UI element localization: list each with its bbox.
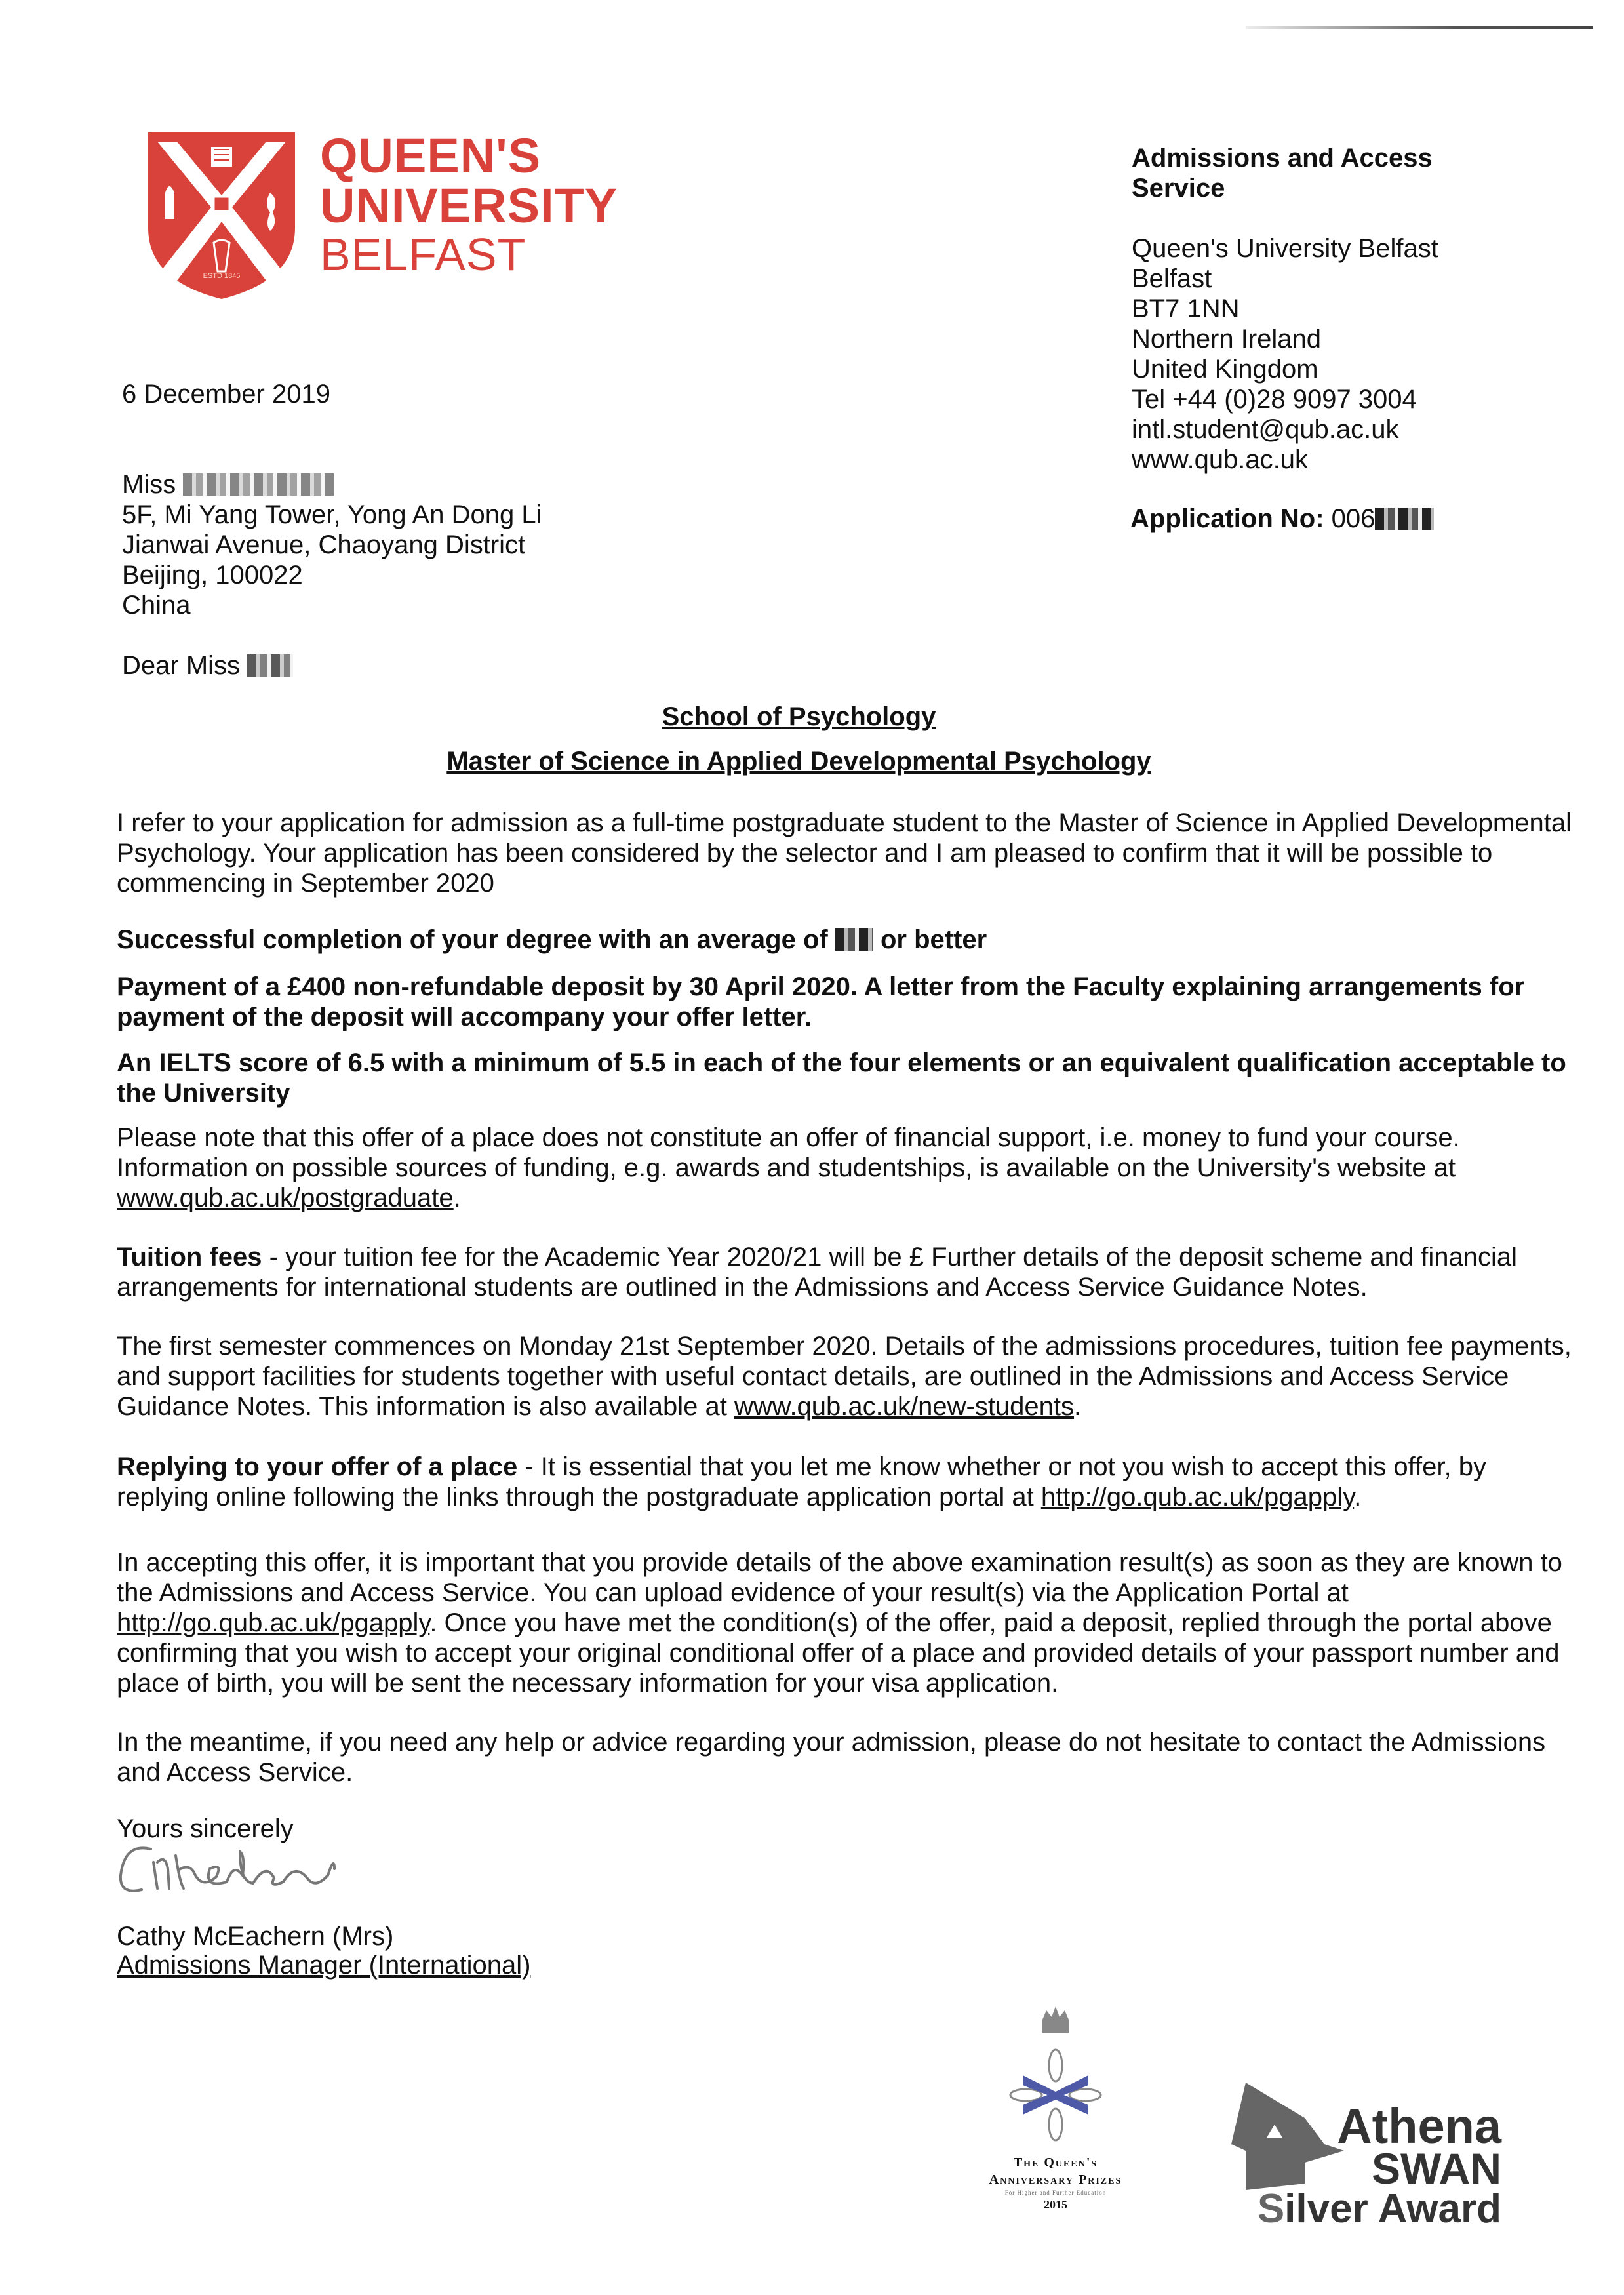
redacted-block [247, 654, 293, 677]
accepting-text: In accepting this offer, it is important that you provide details of the above examination result(s) as soon as they are known to the Admissions and Access Service. You can upload evidence of your result(s) via the Application Portal at [117, 1548, 1562, 1607]
recipient-address-line: 5F, Mi Yang Tower, Yong An Dong Li [122, 500, 542, 529]
new-students-link[interactable]: www.qub.ac.uk/new-students [734, 1392, 1075, 1421]
silver-rest: ilver Award [1284, 2186, 1501, 2231]
prize-title-line-1: The Queen's [1013, 2155, 1098, 2170]
prize-year: 2015 [1044, 2198, 1067, 2211]
swan-word: SWAN [1372, 2144, 1501, 2193]
sender-address-line: BT7 1NN [1132, 294, 1240, 323]
recipient-address-line: Jianwai Avenue, Chaoyang District [122, 530, 526, 559]
funding-text: Please note that this offer of a place does not constitute an offer of financial support, i.e. money to fund your course. Information on possible sources of funding, e.g. awards and studentships, is available on the University's website at [117, 1123, 1460, 1182]
redacted-block [183, 473, 334, 496]
letter-date: 6 December 2019 [122, 380, 330, 409]
university-wordmark [320, 131, 618, 278]
replying-label: Replying to your offer of a place [117, 1452, 518, 1481]
recipient-address-line: Beijing, 100022 [122, 561, 303, 589]
intro-paragraph: I refer to your application for admission as a full-time postgraduate student to the Master of Science in Applied Developmental Psychology. Your application has been considered by the selector and I am pleased to confirm that it will be possible to commencing in September 2020 [117, 808, 1572, 898]
signatory-title: Admissions Manager (International) [117, 1951, 531, 1980]
wordmark-line-1: QUEEN'S [320, 129, 542, 183]
recipient-name [122, 469, 334, 500]
closing: Yours sincerely [117, 1814, 294, 1843]
semester-paragraph [117, 1331, 1572, 1422]
redacted-block [1375, 508, 1434, 530]
sender-block [1132, 143, 1591, 475]
sender-address-line: United Kingdom [1132, 355, 1318, 384]
accepting-paragraph [117, 1547, 1572, 1698]
programme-heading: Master of Science in Applied Developmental Psychology [446, 747, 1151, 776]
svg-text:ESTD 1845: ESTD 1845 [203, 272, 241, 280]
wordmark-line-3: BELFAST [320, 229, 526, 280]
prize-subtitle: For Higher and Further Education [1004, 2189, 1107, 2196]
wordmark-line-2: UNIVERSITY [320, 178, 618, 233]
tuition-label: Tuition fees [117, 1243, 262, 1271]
signatory-name: Cathy McEachern (Mrs) [117, 1922, 394, 1951]
sender-email: intl.student@qub.ac.uk [1132, 415, 1399, 444]
accepting-text-continued: . Once you have met the condition(s) of the offer, paid a deposit, replied through the portal above confirming that you wish to accept your original conditional offer of a place and provided details of your passport number and place of birth, you will be sent the necessary information for your visa application. [117, 1608, 1560, 1698]
sender-phone: Tel +44 (0)28 9097 3004 [1132, 385, 1417, 414]
pgapply-link[interactable]: http://go.qub.ac.uk/pgapply [117, 1608, 430, 1637]
sender-address-line: Queen's University Belfast [1132, 234, 1438, 263]
condition-degree-suffix: or better [880, 925, 987, 954]
condition-deposit: Payment of a £400 non-refundable deposit by 30 April 2020. A letter from the Faculty explaining arrangements for payment of the deposit will accompany your offer letter. [117, 972, 1525, 1031]
recipient-address-line: China [122, 591, 191, 620]
sender-website: www.qub.ac.uk [1132, 445, 1309, 474]
postgraduate-link[interactable]: www.qub.ac.uk/postgraduate [117, 1184, 454, 1212]
silver-initial: S [1257, 2186, 1285, 2231]
sender-address-line: Northern Ireland [1132, 325, 1322, 353]
punctuation: . [1354, 1483, 1362, 1511]
meantime-paragraph: In the meantime, if you need any help or advice regarding your admission, please do not hesitate to contact the Admissions and Access Service. [117, 1728, 1546, 1787]
recipient-title: Miss [122, 470, 176, 499]
pgapply-link[interactable]: http://go.qub.ac.uk/pgapply [1040, 1483, 1355, 1511]
scan-artifact-line [1246, 26, 1593, 29]
redacted-block [835, 928, 873, 951]
queens-anniversary-prize-logo [944, 1993, 1167, 2212]
athena-swan-logo [1226, 2079, 1501, 2229]
university-crest-icon [146, 130, 298, 302]
punctuation: . [453, 1184, 461, 1212]
funding-paragraph [117, 1123, 1572, 1213]
replying-text: - It is essential that you let me know whether or not you wish to accept this offer, by replying online following the links through the postgraduate application portal at [117, 1452, 1486, 1511]
prize-title-line-2: Anniversary Prizes [989, 2172, 1122, 2187]
tuition-text: - your tuition fee for the Academic Year 2020/21 will be £ Further details of the deposit scheme and financial arrangements for international students are outlined in the Admissions and Access Service Guidance Notes. [117, 1243, 1517, 1302]
greeting-text: Dear Miss [122, 651, 241, 680]
application-number-value: 006 [1331, 504, 1376, 533]
silver-award-word [1257, 2186, 1501, 2231]
condition-degree-text: Successful completion of your degree with an average of [117, 925, 828, 954]
punctuation: . [1074, 1392, 1082, 1421]
replying-paragraph [117, 1452, 1572, 1512]
school-heading: School of Psychology [662, 702, 936, 731]
sender-address-line: Belfast [1132, 264, 1212, 293]
application-number [1130, 504, 1434, 534]
crown-knot-icon [944, 1993, 1167, 2151]
athena-word: Athena [1337, 2099, 1501, 2153]
condition-ielts: An IELTS score of 6.5 with a minimum of 5.5 in each of the four elements or an equivalent qualification acceptable to the University [117, 1048, 1566, 1108]
semester-text: The first semester commences on Monday 21st September 2020. Details of the admissions procedures, tuition fee payments, and support facilities for students together with useful contact details, are outlined in the Admissions and Access Service Guidance Notes. This information is also available at [117, 1332, 1572, 1421]
condition-degree [117, 925, 1572, 955]
application-number-label: Application No: [1130, 504, 1324, 533]
recipient-address [122, 500, 542, 620]
sender-department: Admissions and Access Service [1132, 144, 1433, 203]
greeting [122, 650, 293, 681]
tuition-paragraph [117, 1242, 1572, 1302]
signature-icon [111, 1836, 400, 1908]
